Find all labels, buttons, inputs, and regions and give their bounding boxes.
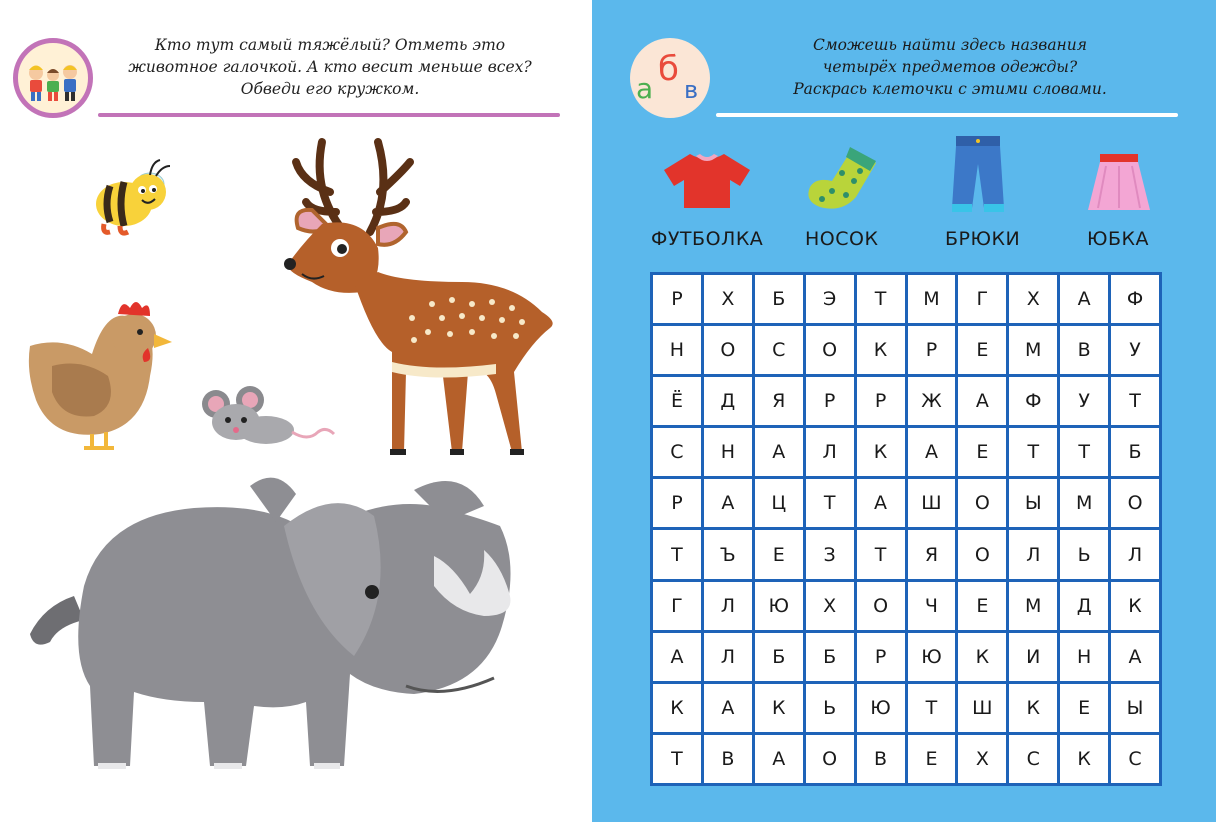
clothes-label-skirt: ЮБКА (1087, 228, 1150, 250)
grid-cell[interactable]: В (704, 735, 752, 783)
grid-cell[interactable]: Е (958, 326, 1006, 374)
trousers-icon (948, 134, 1008, 216)
grid-cell[interactable]: С (1111, 735, 1159, 783)
grid-cell[interactable]: Я (755, 377, 803, 425)
grid-cell[interactable]: С (653, 428, 701, 476)
grid-cell[interactable]: Л (1111, 530, 1159, 578)
grid-cell[interactable]: З (806, 530, 854, 578)
grid-cell[interactable]: Б (755, 275, 803, 323)
grid-cell[interactable]: Ё (653, 377, 701, 425)
grid-cell[interactable]: Ь (1060, 530, 1108, 578)
sock-icon (802, 143, 882, 213)
grid-cell[interactable]: Ы (1009, 479, 1057, 527)
grid-cell[interactable]: Р (653, 479, 701, 527)
grid-cell[interactable]: Ю (755, 582, 803, 630)
grid-cell[interactable]: Ж (908, 377, 956, 425)
grid-cell[interactable]: Т (908, 684, 956, 732)
grid-cell[interactable]: О (806, 326, 854, 374)
grid-cell[interactable]: Я (908, 530, 956, 578)
grid-cell[interactable]: В (1060, 326, 1108, 374)
word-search-grid (650, 272, 1162, 786)
left-instruction (100, 34, 560, 100)
grid-cell[interactable]: А (1111, 633, 1159, 681)
grid-cell[interactable]: Л (806, 428, 854, 476)
grid-cell[interactable]: К (958, 633, 1006, 681)
grid-cell[interactable]: К (1009, 684, 1057, 732)
skirt-icon (1086, 152, 1152, 214)
grid-cell[interactable]: Т (1009, 428, 1057, 476)
right-divider (716, 113, 1178, 117)
grid-cell[interactable]: Ю (857, 684, 905, 732)
grid-cell[interactable]: Н (653, 326, 701, 374)
right-instruction (720, 34, 1180, 100)
grid-cell[interactable]: К (755, 684, 803, 732)
grid-cell[interactable]: Е (1060, 684, 1108, 732)
clothes-label-trousers: БРЮКИ (945, 228, 1021, 250)
grid-cell[interactable]: Х (1009, 275, 1057, 323)
grid-cell[interactable]: Ц (755, 479, 803, 527)
badge-letter: в (684, 76, 699, 104)
grid-cell[interactable]: Ш (908, 479, 956, 527)
grid-cell[interactable]: Р (857, 377, 905, 425)
badge-letter: а (636, 72, 654, 105)
grid-cell[interactable]: Ю (908, 633, 956, 681)
grid-cell[interactable]: Е (755, 530, 803, 578)
grid-cell[interactable]: Ш (958, 684, 1006, 732)
left-instruction-line: Кто тут самый тяжёлый? Отметь это (154, 36, 506, 54)
grid-cell[interactable]: Ч (908, 582, 956, 630)
grid-cell[interactable]: Т (653, 735, 701, 783)
grid-cell[interactable]: Р (857, 633, 905, 681)
grid-cell[interactable]: А (704, 684, 752, 732)
hen-icon[interactable] (22, 296, 182, 456)
grid-cell[interactable]: Б (806, 633, 854, 681)
grid-cell[interactable]: Р (908, 326, 956, 374)
right-instruction-line: Раскрась клеточки с этими словами. (793, 80, 1107, 98)
right-instruction-line: Сможешь найти здесь названия (812, 36, 1088, 54)
children-badge-icon (13, 38, 93, 118)
tshirt-icon (662, 150, 752, 210)
grid-cell[interactable]: К (1111, 582, 1159, 630)
grid-cell[interactable]: Т (857, 275, 905, 323)
grid-cell[interactable]: Г (653, 582, 701, 630)
grid-cell[interactable]: К (1060, 735, 1108, 783)
grid-cell[interactable]: Ъ (704, 530, 752, 578)
grid-cell[interactable]: Д (1060, 582, 1108, 630)
clothes-label-tshirt: ФУТБОЛКА (651, 228, 764, 250)
grid-cell[interactable]: Э (806, 275, 854, 323)
grid-cell[interactable]: А (755, 735, 803, 783)
grid-cell[interactable]: Н (704, 428, 752, 476)
grid-cell[interactable]: Р (806, 377, 854, 425)
grid-cell[interactable]: К (857, 326, 905, 374)
left-divider (98, 113, 560, 117)
grid-cell[interactable]: А (958, 377, 1006, 425)
grid-cell[interactable]: Л (704, 633, 752, 681)
grid-cell[interactable]: А (755, 428, 803, 476)
grid-cell[interactable]: Е (958, 582, 1006, 630)
grid-cell[interactable]: О (806, 735, 854, 783)
grid-cell[interactable]: О (857, 582, 905, 630)
left-instruction-line: Обведи его кружком. (240, 80, 420, 98)
grid-cell[interactable]: М (908, 275, 956, 323)
deer-icon[interactable] (282, 132, 562, 462)
grid-cell[interactable]: Н (1060, 633, 1108, 681)
grid-cell[interactable]: М (1009, 582, 1057, 630)
grid-cell[interactable]: О (958, 530, 1006, 578)
grid-cell[interactable]: Х (958, 735, 1006, 783)
grid-cell[interactable]: К (653, 684, 701, 732)
clothes-label-sock: НОСОК (805, 228, 879, 250)
grid-cell[interactable]: А (857, 479, 905, 527)
grid-cell[interactable]: Ы (1111, 684, 1159, 732)
grid-cell[interactable]: Т (653, 530, 701, 578)
grid-cell[interactable]: Р (653, 275, 701, 323)
left-instruction-line: животное галочкой. А кто весит меньше всех? (128, 58, 532, 76)
grid-cell[interactable]: Т (806, 479, 854, 527)
rhino-icon[interactable] (14, 466, 534, 786)
grid-cell[interactable]: У (1060, 377, 1108, 425)
grid-cell[interactable]: Ь (806, 684, 854, 732)
grid-cell[interactable]: М (1009, 326, 1057, 374)
grid-cell[interactable]: О (1111, 479, 1159, 527)
grid-cell[interactable]: Ф (1009, 377, 1057, 425)
grid-cell[interactable]: Т (857, 530, 905, 578)
grid-cell[interactable]: Е (958, 428, 1006, 476)
grid-cell[interactable]: М (1060, 479, 1108, 527)
right-instruction-line: четырёх предметов одежды? (822, 58, 1078, 76)
grid-cell[interactable]: И (1009, 633, 1057, 681)
alphabet-badge-icon (630, 38, 710, 118)
grid-cell[interactable]: А (653, 633, 701, 681)
grid-cell[interactable]: О (958, 479, 1006, 527)
grid-cell[interactable]: Ф (1111, 275, 1159, 323)
bee-icon[interactable] (90, 152, 180, 242)
grid-cell[interactable]: К (857, 428, 905, 476)
grid-cell[interactable]: С (755, 326, 803, 374)
grid-cell[interactable]: Д (704, 377, 752, 425)
grid-cell[interactable]: Г (958, 275, 1006, 323)
grid-cell[interactable]: А (704, 479, 752, 527)
grid-cell[interactable]: Х (704, 275, 752, 323)
grid-cell[interactable]: А (1060, 275, 1108, 323)
grid-cell[interactable]: У (1111, 326, 1159, 374)
grid-cell[interactable]: Х (806, 582, 854, 630)
grid-cell[interactable]: Б (1111, 428, 1159, 476)
grid-cell[interactable]: Т (1060, 428, 1108, 476)
grid-cell[interactable]: Л (704, 582, 752, 630)
grid-cell[interactable]: Е (908, 735, 956, 783)
grid-cell[interactable]: О (704, 326, 752, 374)
badge-letter: б (658, 49, 679, 89)
grid-cell[interactable]: Б (755, 633, 803, 681)
grid-cell[interactable]: Л (1009, 530, 1057, 578)
grid-cell[interactable]: В (857, 735, 905, 783)
grid-cell[interactable]: С (1009, 735, 1057, 783)
grid-cell[interactable]: А (908, 428, 956, 476)
grid-cell[interactable]: Т (1111, 377, 1159, 425)
